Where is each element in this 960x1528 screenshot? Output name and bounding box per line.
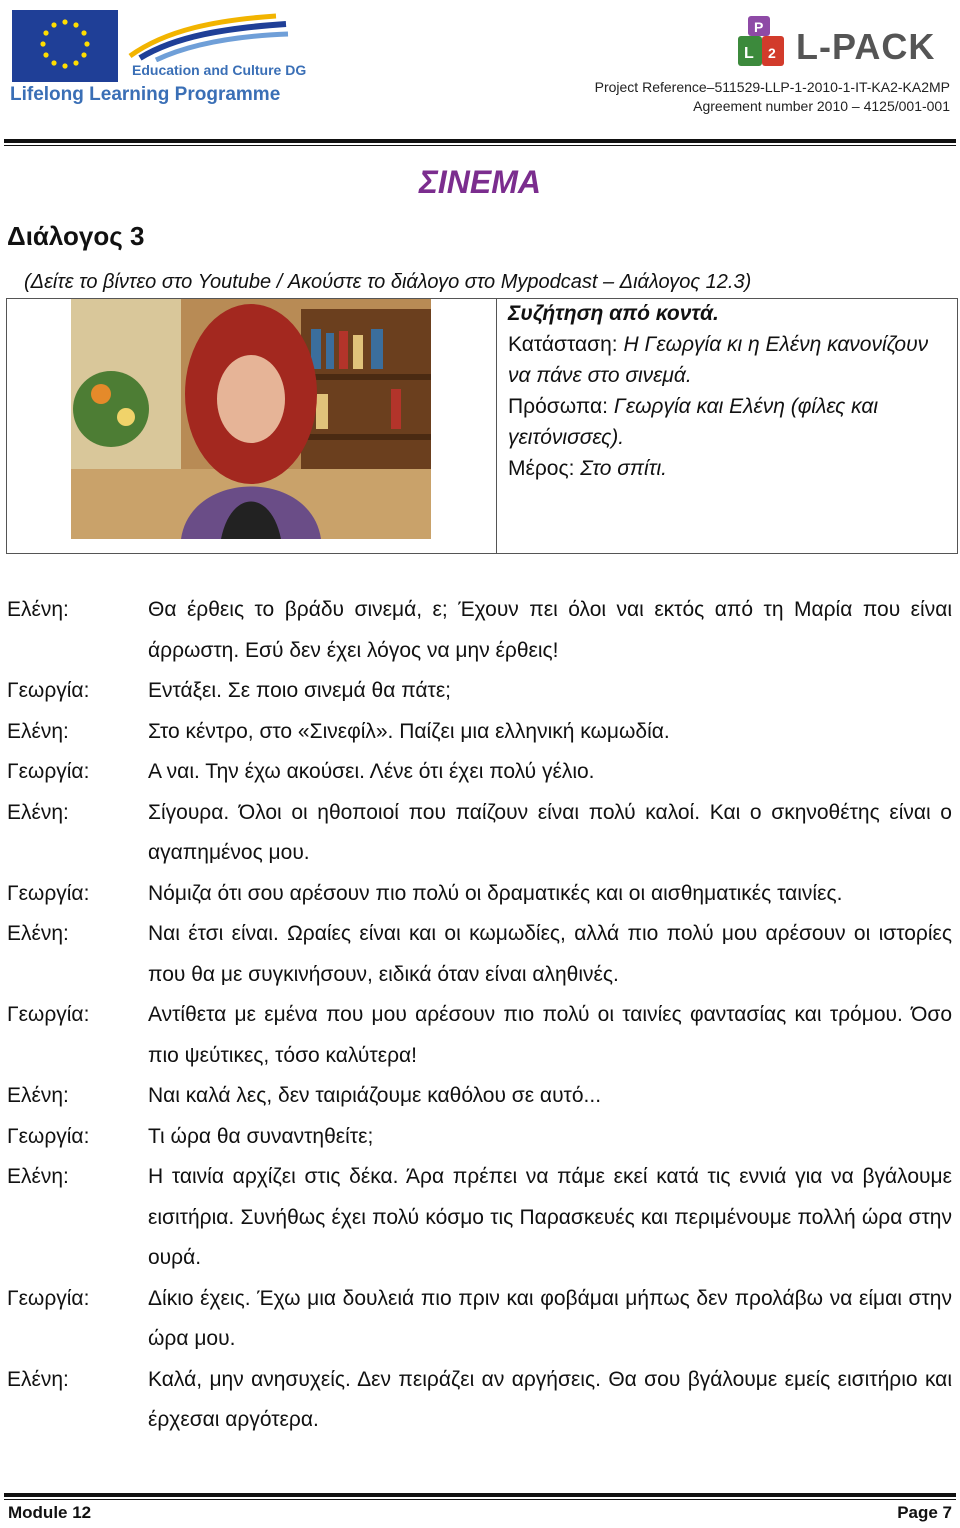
persons-label: Πρόσωπα:: [508, 395, 609, 418]
dialogue-turn: [7, 1360, 952, 1441]
header-rule: [4, 139, 956, 143]
project-reference: Project Reference–511529-LLP-1-2010-1-IT-KA2-KA2MP: [594, 79, 950, 95]
dialogue-line: Ναι καλά λες, δεν ταιριάζουμε καθόλου σε αυτό...: [148, 1084, 602, 1107]
speaker: Γεωργία:: [7, 1124, 90, 1148]
svg-text:P: P: [754, 19, 764, 35]
footer-rule: [4, 1493, 956, 1497]
lpack-logo-text: L-PACK: [796, 26, 936, 67]
speaker: Ελένη:: [7, 719, 69, 743]
speaker: Ελένη:: [7, 598, 69, 621]
speaker: Γεωργία:: [7, 1003, 90, 1026]
dialogue-line: Δίκιο έχεις. Έχω μια δουλειά πιο πριν και φοβάμαι μήπως δεν προλάβω να είμαι στην ώρα μου.: [148, 1286, 952, 1350]
speaker: Ελένη:: [7, 800, 69, 824]
lpack-logo: [738, 14, 938, 74]
agreement-number: Agreement number 2010 – 4125/001-001: [693, 98, 950, 114]
speaker: Ελένη:: [7, 1084, 69, 1107]
swoosh-icon: [126, 10, 292, 62]
dialogue-turn: [7, 1076, 952, 1117]
scenario-situation: [508, 329, 948, 391]
speaker: Ελένη:: [7, 922, 69, 945]
dialogue-turn: [7, 995, 952, 1076]
scenario-place: [508, 453, 948, 484]
svg-text:L: L: [744, 45, 754, 62]
persons-text: Γεωργία και Ελένη (φίλες και γειτόνισσες).: [508, 395, 879, 449]
dialogue-line: Αντίθετα με εμένα που μου αρέσουν πιο πολύ οι ταινίες φαντασίας και τρόμου. Όσο πιο ψεύτικες, τόσο καλύτερα!: [148, 1003, 952, 1067]
speaker: Ελένη:: [7, 1367, 69, 1391]
dialog-heading: Διάλογος 3: [7, 221, 145, 251]
dialogue: [7, 590, 952, 1441]
photo-woman-with-red-hair: [71, 299, 431, 539]
footer-rule-thin: [4, 1499, 956, 1500]
scenario-heading: Συζήτηση από κοντά.: [508, 302, 719, 325]
dialogue-line: Τι ώρα θα συναντηθείτε;: [148, 1124, 374, 1148]
speaker: Γεωργία:: [7, 760, 90, 783]
dialogue-line: Νόμιζα ότι σου αρέσουν πιο πολύ οι δραματικές και οι αισθηματικές ταινίες.: [148, 881, 843, 905]
speaker: Ελένη:: [7, 1165, 69, 1188]
dialogue-turn: [7, 793, 952, 874]
dialogue-line: Θα έρθεις το βράδυ σινεμά, ε; Έχουν πει όλοι ναι εκτός από τη Μαρία που είναι άρρωστη. Εσύ δεν έχει λόγος να μην έρθεις!: [148, 598, 952, 662]
dialogue-line: Εντάξει. Σε ποιο σινεμά θα πάτε;: [148, 679, 452, 702]
dialogue-line: Στο κέντρο, στο «Σινεφίλ». Παίζει μια ελληνική κωμωδία.: [148, 719, 670, 743]
speaker: Γεωργία:: [7, 679, 90, 702]
dialogue-turn: [7, 1117, 952, 1158]
dialogue-turn: [7, 914, 952, 995]
dialogue-turn: [7, 1279, 952, 1360]
video-note: (Δείτε το βίντεο στο Youtube / Ακούστε το διάλογο στο Mypodcast – Διάλογος 12.3): [24, 271, 752, 293]
scenario-persons: [508, 391, 948, 453]
project-info: [595, 78, 950, 116]
svg-text:2: 2: [768, 45, 776, 61]
footer-page-number: Page 7: [897, 1503, 952, 1522]
eu-logo-line2: Lifelong Learning Programme: [10, 84, 281, 105]
page-title: ΣΙΝΕΜΑ: [419, 164, 541, 200]
speaker: Γεωργία:: [7, 1286, 90, 1310]
eu-lifelong-learning-logo: [8, 6, 307, 110]
page-footer: [8, 1503, 952, 1523]
dialogue-line: Ναι έτσι είναι. Ωραίες είναι και οι κωμωδίες, αλλά πιο πολύ μου αρέσουν οι ιστορίες που θα με συγκινήσουν, ειδικά όταν είναι αληθινές.: [148, 922, 952, 986]
dialogue-turn: [7, 712, 952, 753]
dialogue-line: Σίγουρα. Όλοι οι ηθοποιοί που παίζουν είναι πολύ καλοί. Και ο σκηνοθέτης είναι ο αγαπημένος μου.: [148, 800, 952, 864]
scenario-box-divider: [496, 298, 497, 554]
footer-module: Module 12: [8, 1503, 92, 1522]
dialogue-turn: [7, 1157, 952, 1279]
place-text: Στο σπίτι.: [580, 457, 668, 480]
speaker: Γεωργία:: [7, 881, 90, 905]
dialogue-turn: [7, 671, 952, 712]
eu-flag-icon: [12, 10, 118, 82]
eu-logo-line1: Education and Culture DG: [132, 62, 307, 78]
dialogue-turn: [7, 590, 952, 671]
place-label: Μέρος:: [508, 457, 575, 480]
dialogue-line: Η ταινία αρχίζει στις δέκα. Άρα πρέπει να πάμε εκεί κατά τις εννιά για να βγάλουμε εισιτήρια. Συνήθως έχει πολύ κόσμο τις Παρασκευές και περιμένουμε πολλή ώρα στην ουρά.: [148, 1165, 952, 1269]
dialogue-turn: [7, 752, 952, 793]
situation-text: Η Γεωργία κι η Ελένη κανονίζουν να πάνε στο σινεμά.: [508, 333, 929, 387]
puzzle-icon: [738, 14, 794, 74]
dialogue-turn: [7, 874, 952, 915]
situation-label: Κατάσταση:: [508, 333, 618, 356]
scenario-text: [508, 298, 948, 484]
dialogue-line: Α ναι. Την έχω ακούσει. Λένε ότι έχει πολύ γέλιο.: [148, 760, 595, 783]
dialogue-line: Καλά, μην ανησυχείς. Δεν πειράζει αν αργήσεις. Θα σου βγάλουμε εμείς εισιτήριο και έρχεσαι αργότερα.: [148, 1367, 952, 1431]
header-rule-thin: [4, 145, 956, 146]
